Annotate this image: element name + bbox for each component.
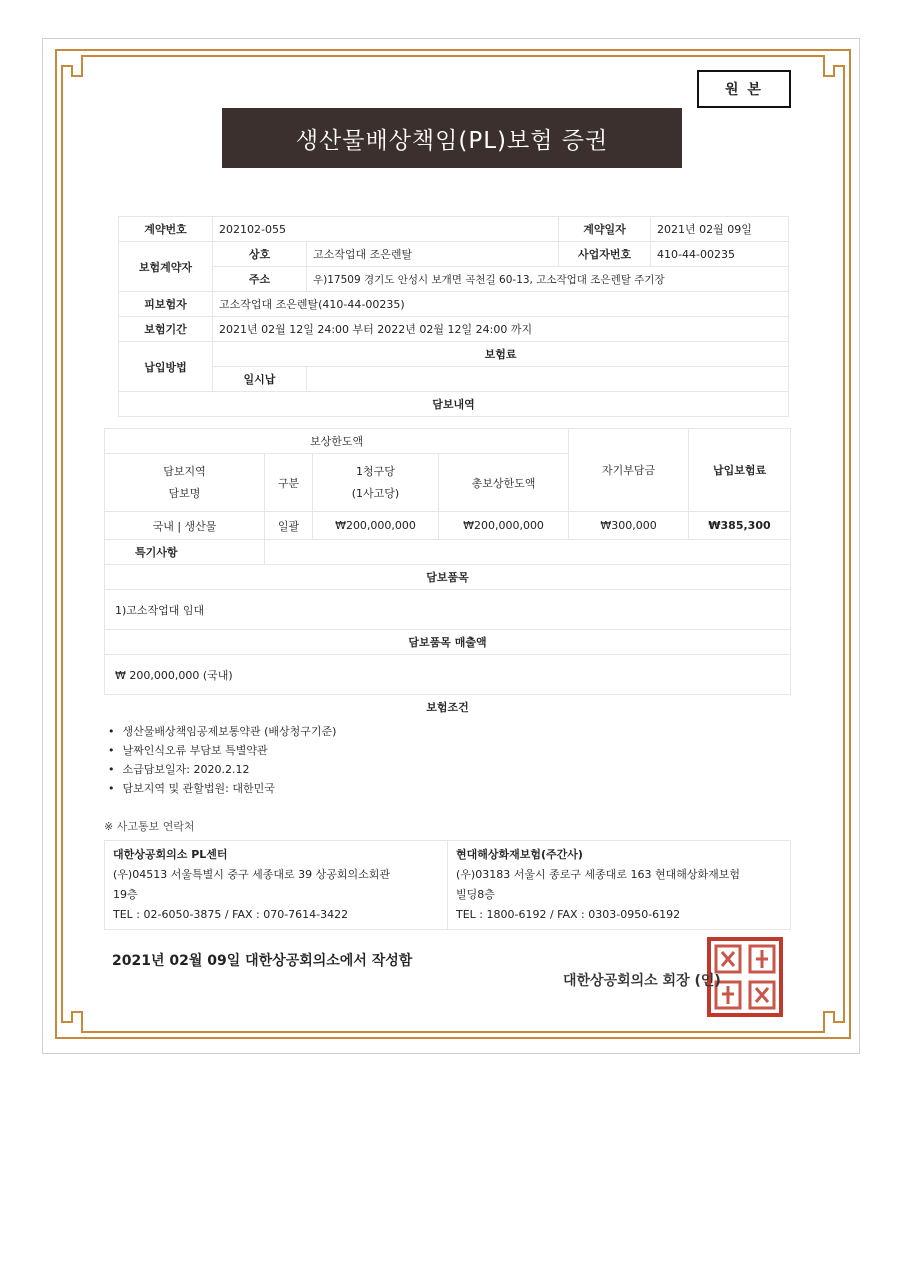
total-header: 총보상한도액 — [439, 454, 569, 512]
original-badge: 원 본 — [697, 70, 791, 108]
coverage-table — [104, 428, 791, 719]
row-area-name: 국내 | 생산물 — [105, 512, 265, 540]
row-premium: ₩385,300 — [689, 512, 791, 540]
name-header: 담보명 — [168, 486, 201, 500]
sales-value: ₩ 200,000,000 (국내) — [105, 655, 791, 695]
company-name: 고소작업대 조은렌탈 — [307, 242, 559, 267]
products-value: 1)고소작업대 임대 — [105, 590, 791, 630]
condition-item: • 담보지역 및 관할법원: 대한민국 — [108, 779, 336, 798]
insured: 고소작업대 조은렌탈(410-44-00235) — [213, 292, 789, 317]
contact-right-addr1: (우)03183 서울시 종로구 세종대로 163 현대해상화재보험 — [456, 868, 740, 881]
limit-header: 보상한도액 — [105, 429, 569, 454]
row-deductible: ₩300,000 — [569, 512, 689, 540]
contact-left-tel: TEL : 02-6050-3875 / FAX : 070-7614-3422 — [113, 908, 349, 921]
period-label: 보험기간 — [119, 317, 213, 342]
contact-left-name: 대한상공회의소 PL센터 — [113, 848, 228, 861]
condition-item: • 생산물배상책임공제보통약관 (배상청구기준) — [108, 722, 336, 741]
conditions-list — [108, 722, 336, 798]
bizno: 410-44-00235 — [651, 242, 789, 267]
premium-header: 납입보험료 — [689, 429, 791, 512]
address-label: 주소 — [213, 267, 307, 292]
row-total: ₩200,000,000 — [439, 512, 569, 540]
bizno-label: 사업자번호 — [559, 242, 651, 267]
per-claim-header-cell — [313, 454, 439, 512]
contract-number: 202102-055 — [213, 217, 559, 242]
contract-number-label: 계약번호 — [119, 217, 213, 242]
contact-note: ※ 사고통보 연락처 — [104, 820, 195, 833]
period: 2021년 02월 12일 24:00 부터 2022년 02월 12일 24:00 까지 — [213, 317, 789, 342]
contact-right — [448, 841, 791, 930]
contact-right-tel: TEL : 1800-6192 / FAX : 0303-0950-6192 — [456, 908, 681, 921]
per-claim-sub: (1사고당) — [351, 486, 400, 500]
payment-method-label: 납입방법 — [119, 342, 213, 392]
conditions-title: 보험조건 — [426, 701, 469, 714]
lumpsum-value — [307, 367, 789, 392]
contact-right-name: 현대해상화재보험(주간사) — [456, 848, 583, 861]
contract-date: 2021년 02월 09일 — [651, 217, 789, 242]
contact-left-addr2: 19층 — [113, 888, 138, 901]
contract-table — [118, 216, 789, 417]
products-title: 담보품목 — [105, 565, 791, 590]
footer-date: 2021년 02월 09일 대한상공회의소에서 작성함 — [112, 953, 413, 969]
special-value — [265, 540, 791, 565]
contact-table — [104, 840, 791, 930]
contact-right-addr2: 빌딩8층 — [456, 888, 495, 901]
type-header: 구분 — [265, 454, 313, 512]
area-name-header — [105, 454, 265, 512]
per-claim-header: 1청구당 — [356, 464, 395, 478]
lumpsum-label: 일시납 — [213, 367, 307, 392]
row-type: 일괄 — [265, 512, 313, 540]
row-per-claim: ₩200,000,000 — [313, 512, 439, 540]
condition-item: • 소급담보일자: 2020.2.12 — [108, 760, 336, 779]
deductible-header: 자기부담금 — [569, 429, 689, 512]
premium-label: 보험료 — [213, 342, 789, 367]
coverage-title: 담보내역 — [119, 392, 789, 417]
page-title: 생산물배상책임(PL)보험 증권 — [222, 108, 682, 168]
address: 우)17509 경기도 안성시 보개면 곡천길 60-13, 고소작업대 조은렌탈 주기장 — [307, 267, 789, 292]
contact-left-addr1: (우)04513 서울특별시 중구 세종대로 39 상공회의소회관 — [113, 868, 390, 881]
contact-left — [105, 841, 448, 930]
special-label: 특기사항 — [105, 540, 265, 565]
area-header: 담보지역 — [163, 464, 206, 478]
condition-item: • 날짜인식오류 부담보 특별약관 — [108, 741, 336, 760]
sales-title: 담보품목 매출액 — [105, 630, 791, 655]
contract-date-label: 계약일자 — [559, 217, 651, 242]
insured-label: 피보험자 — [119, 292, 213, 317]
policyholder-label: 보험계약자 — [119, 242, 213, 292]
company-label: 상호 — [213, 242, 307, 267]
signer: 대한상공회의소 회장 (인) — [563, 973, 721, 989]
